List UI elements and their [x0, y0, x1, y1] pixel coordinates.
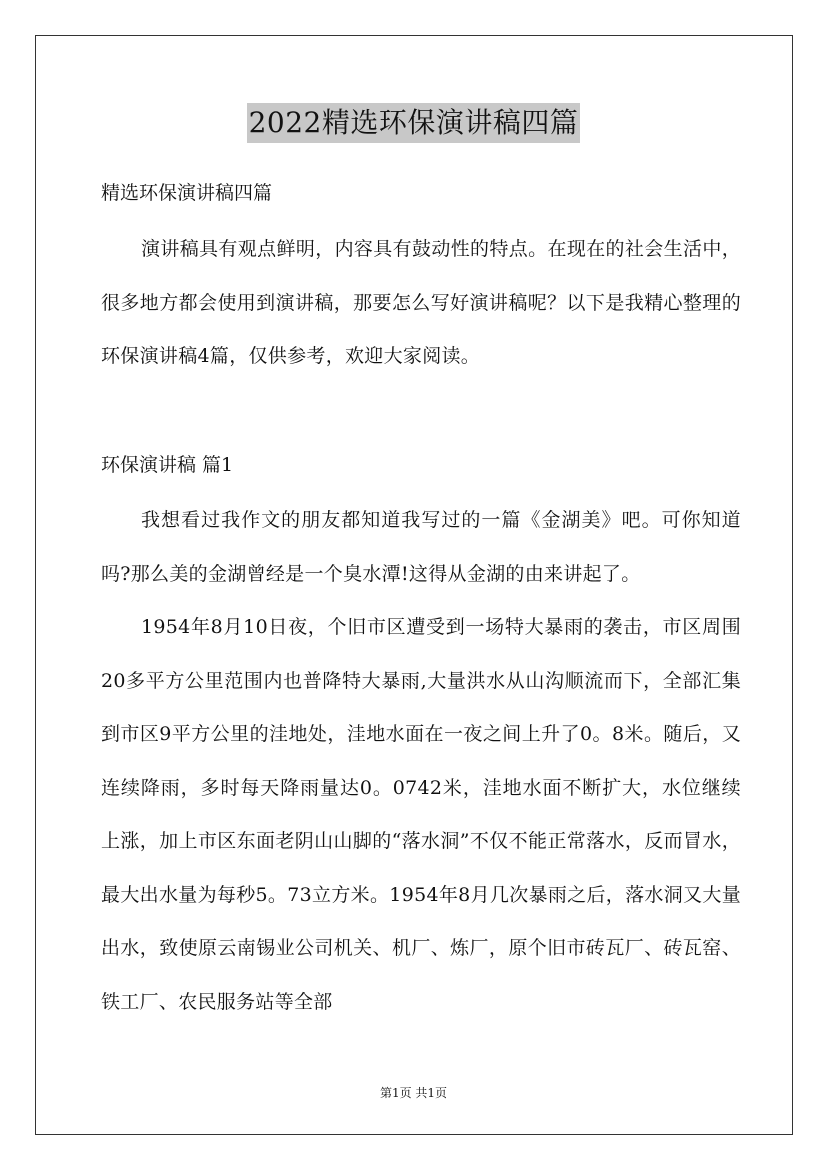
intro-paragraph: 演讲稿具有观点鲜明，内容具有鼓动性的特点。在现在的社会生活中，很多地方都会使用到演讲稿，那要怎么写好演讲稿呢？以下是我精心整理的环保演讲稿4篇，仅供参考，欢迎大家阅读。 — [101, 238, 741, 367]
section-paragraph-1: 我想看过我作文的朋友都知道我写过的一篇《金湖美》吧。可你知道吗?那么美的金湖曾经是一个臭水潭!这得从金湖的由来讲起了。 — [101, 509, 741, 585]
page-footer: 第1页 共1页 — [379, 1086, 448, 1100]
section-heading: 环保演讲稿 篇1 — [101, 454, 234, 476]
section-paragraph-2: 1954年8月10日夜，个旧市区遭受到一场特大暴雨的袭击，市区周围20多平方公里范围内也普降特大暴雨,大量洪水从山沟顺流而下，全部汇集到市区9平方公里的洼地处，洼地水面在一夜之间上升了0。8米。随后，又连续降雨，多时每天降雨量达0。0742米，洼地水面不断扩大，水位继续上涨，加上市区东面老阴山山脚的“落水洞”不仅不能正常落水，反而冒水，最大出水量为每秒5。73立方米。1954年8月几次暴雨之后，落水洞又大量出水，致使原云南锡业公司机关、机厂、炼厂，原个旧市砖瓦厂、砖瓦窑、铁工厂、农民服务站等全部 — [101, 616, 741, 1013]
title-container — [0, 103, 827, 143]
document-subtitle: 精选环保演讲稿四篇 — [101, 182, 273, 204]
document-title: 2022精选环保演讲稿四篇 — [247, 103, 581, 143]
